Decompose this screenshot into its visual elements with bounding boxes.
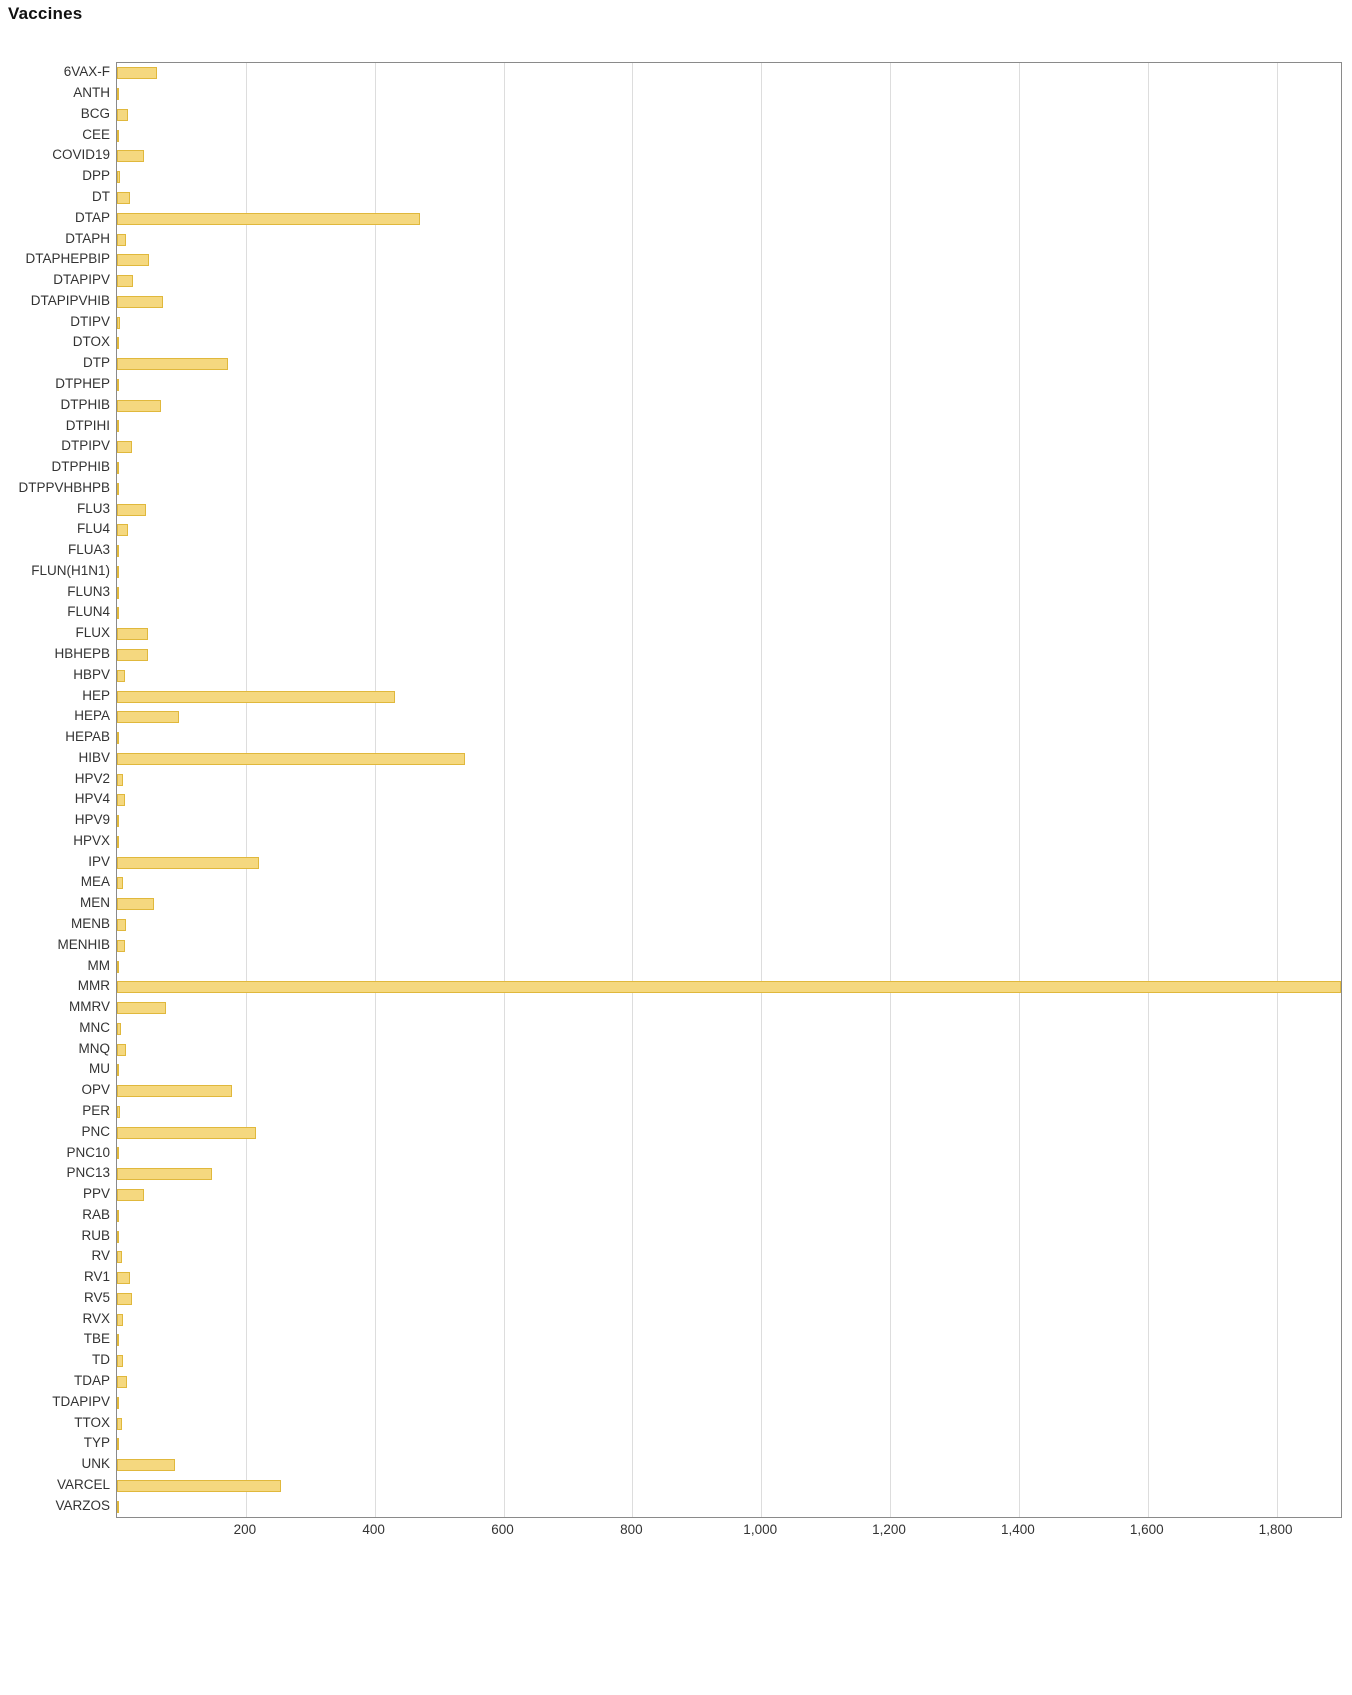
bar-row[interactable] (117, 229, 1341, 250)
bar[interactable] (117, 1293, 132, 1305)
y-tick-label: MNQ (78, 1040, 110, 1056)
bar[interactable] (117, 1168, 212, 1180)
y-tick-label: TDAP (73, 1372, 110, 1388)
y-tick-label: DTPPVHBHPB (18, 479, 110, 495)
y-tick-label: PNC13 (66, 1165, 110, 1181)
bar[interactable] (117, 1210, 119, 1222)
y-tick-label: TTOX (74, 1414, 110, 1430)
bar-row[interactable] (117, 603, 1341, 624)
y-tick-label: FLUN(H1N1) (31, 562, 110, 578)
bar[interactable] (117, 379, 119, 391)
y-tick-label: RVX (82, 1310, 110, 1326)
y-tick-label: PPV (82, 1186, 110, 1202)
bar[interactable] (117, 566, 119, 578)
bar-row[interactable] (117, 333, 1341, 354)
bar[interactable] (117, 504, 146, 516)
bar[interactable] (117, 234, 126, 246)
bar[interactable] (117, 732, 119, 744)
bar-row[interactable] (117, 499, 1341, 520)
bar[interactable] (117, 1334, 119, 1346)
bar-row[interactable] (117, 852, 1341, 873)
bar[interactable] (117, 1501, 119, 1513)
y-tick-label: FLU3 (76, 500, 110, 516)
y-axis-labels (0, 62, 110, 1518)
y-tick-label: FLU4 (76, 521, 110, 537)
bar-row[interactable] (117, 1226, 1341, 1247)
y-tick-label: DTAPHEPBIP (25, 251, 110, 267)
bar[interactable] (117, 337, 119, 349)
bar-row[interactable] (117, 707, 1341, 728)
bar-row[interactable] (117, 125, 1341, 146)
y-tick-label: MM (87, 957, 110, 973)
y-tick-label: DTPIPV (61, 438, 110, 454)
bar-row[interactable] (117, 645, 1341, 666)
bar-row[interactable] (117, 1475, 1341, 1496)
bar-row[interactable] (117, 1018, 1341, 1039)
bar-row[interactable] (117, 188, 1341, 209)
bar-row[interactable] (117, 790, 1341, 811)
bar-row[interactable] (117, 146, 1341, 167)
bar[interactable] (117, 1376, 127, 1388)
bar[interactable] (117, 88, 119, 100)
bar-row[interactable] (117, 894, 1341, 915)
x-tick-label: 1,800 (1258, 1522, 1293, 1537)
bar[interactable] (117, 836, 119, 848)
y-tick-label: MNC (79, 1019, 110, 1035)
bar[interactable] (117, 524, 128, 536)
bar-row[interactable] (117, 416, 1341, 437)
bar-row[interactable] (117, 1102, 1341, 1123)
y-tick-label: DTAPH (65, 230, 110, 246)
bar-row[interactable] (117, 1122, 1341, 1143)
y-tick-label: HBHEPB (54, 645, 110, 661)
y-tick-label: MU (89, 1061, 110, 1077)
bar[interactable] (117, 877, 123, 889)
bar-row[interactable] (117, 375, 1341, 396)
bar-row[interactable] (117, 1081, 1341, 1102)
bar[interactable] (117, 358, 228, 370)
y-tick-label: FLUN4 (67, 604, 110, 620)
x-tick-label: 800 (620, 1522, 643, 1537)
bar-row[interactable] (117, 935, 1341, 956)
page-title: Vaccines (8, 4, 83, 23)
bar-row[interactable] (117, 686, 1341, 707)
bar[interactable] (117, 1418, 122, 1430)
y-tick-label: TD (92, 1352, 110, 1368)
chart-plot-area (116, 62, 1342, 1518)
y-tick-label: TBE (83, 1331, 110, 1347)
bar[interactable] (117, 1085, 232, 1097)
bar[interactable] (117, 150, 144, 162)
bar[interactable] (117, 1459, 175, 1471)
bar[interactable] (117, 670, 125, 682)
bar-row[interactable] (117, 1330, 1341, 1351)
x-tick-label: 200 (233, 1522, 257, 1537)
bar-row[interactable] (117, 437, 1341, 458)
x-tick-label: 600 (491, 1522, 514, 1537)
y-tick-label: VARCEL (56, 1476, 110, 1492)
bar[interactable] (117, 1023, 121, 1035)
bar[interactable] (117, 794, 125, 806)
bar-row[interactable] (117, 1164, 1341, 1185)
y-tick-label: DT (92, 189, 110, 204)
bar-row[interactable] (117, 167, 1341, 188)
bar[interactable] (117, 275, 133, 287)
bar[interactable] (117, 815, 119, 827)
bar[interactable] (117, 1231, 119, 1243)
y-tick-label: PNC10 (66, 1144, 110, 1160)
bar-row[interactable] (117, 769, 1341, 790)
bar[interactable] (117, 1106, 120, 1118)
chart-plot-wrapper (116, 62, 1342, 1518)
y-tick-label: UNK (81, 1456, 110, 1472)
bar[interactable] (117, 919, 126, 931)
y-tick-label: DTAPIPV (53, 272, 110, 288)
bar[interactable] (117, 1002, 166, 1014)
bar[interactable] (117, 1314, 123, 1326)
bar-row[interactable] (117, 395, 1341, 416)
bar-row[interactable] (117, 250, 1341, 271)
y-tick-label: HBPV (73, 666, 110, 682)
y-tick-label: RV5 (83, 1289, 110, 1305)
y-tick-label: HPV4 (74, 791, 110, 807)
y-tick-label: PNC (81, 1123, 110, 1139)
bar-row[interactable] (117, 1039, 1341, 1060)
y-tick-label: DTPHIB (60, 396, 110, 412)
bar-row[interactable] (117, 1309, 1341, 1330)
bar-row[interactable] (117, 1392, 1341, 1413)
y-tick-label: DTOX (72, 334, 110, 350)
bar-row[interactable] (117, 63, 1341, 84)
bar-row[interactable] (117, 541, 1341, 562)
bar[interactable] (117, 774, 123, 786)
bar-row[interactable] (117, 1289, 1341, 1310)
bar-row[interactable] (117, 520, 1341, 541)
bar[interactable] (117, 130, 119, 142)
y-tick-label: FLUX (75, 625, 110, 641)
y-tick-label: MENHIB (57, 936, 110, 952)
bar[interactable] (117, 545, 119, 557)
x-tick-label: 1,600 (1129, 1522, 1164, 1537)
bar-row[interactable] (117, 458, 1341, 479)
y-tick-label: DTAP (74, 209, 110, 225)
bar[interactable] (117, 1147, 119, 1159)
bar[interactable] (117, 1127, 256, 1139)
bar[interactable] (117, 1355, 123, 1367)
y-tick-label: MMRV (68, 999, 110, 1015)
bar-row[interactable] (117, 1434, 1341, 1455)
bar-row[interactable] (117, 291, 1341, 312)
x-tick-label: 400 (362, 1522, 385, 1537)
y-tick-label: COVID19 (52, 147, 110, 163)
bar-row[interactable] (117, 84, 1341, 105)
bar-row[interactable] (117, 1143, 1341, 1164)
bar[interactable] (117, 441, 132, 453)
bar[interactable] (117, 317, 120, 329)
y-tick-label: MMR (77, 978, 110, 994)
bar-row[interactable] (117, 956, 1341, 977)
y-tick-label: MEA (80, 874, 110, 890)
bar[interactable] (117, 400, 161, 412)
y-tick-label: BCG (80, 105, 110, 121)
bar[interactable] (117, 254, 149, 266)
bar-row[interactable] (117, 312, 1341, 333)
bar[interactable] (117, 171, 120, 183)
bar[interactable] (117, 898, 154, 910)
bar-row[interactable] (117, 998, 1341, 1019)
bar[interactable] (117, 711, 179, 723)
bar[interactable] (117, 857, 259, 869)
bar-row[interactable] (117, 811, 1341, 832)
bar-row[interactable] (117, 478, 1341, 499)
y-tick-label: RAB (82, 1206, 110, 1222)
y-tick-label: RUB (81, 1227, 110, 1243)
bar[interactable] (117, 607, 119, 619)
bar[interactable] (117, 981, 1341, 993)
bar-row[interactable] (117, 354, 1341, 375)
y-tick-label: HPVX (73, 832, 110, 848)
bar[interactable] (117, 109, 128, 121)
bar-row[interactable] (117, 1247, 1341, 1268)
x-tick-label: 1,400 (1000, 1522, 1035, 1537)
bar-row[interactable] (117, 1268, 1341, 1289)
y-tick-label: OPV (81, 1082, 110, 1098)
y-tick-label: RV (91, 1248, 110, 1264)
bar-row[interactable] (117, 271, 1341, 292)
bar[interactable] (117, 940, 125, 952)
bar-row[interactable] (117, 105, 1341, 126)
y-tick-label: MEN (80, 895, 110, 911)
y-tick-label: DTAPIPVHIB (30, 292, 110, 308)
bar-row[interactable] (117, 582, 1341, 603)
y-tick-label: DTPHEP (55, 375, 110, 391)
bar-row[interactable] (117, 832, 1341, 853)
bar[interactable] (117, 1044, 126, 1056)
bar-row[interactable] (117, 1205, 1341, 1226)
y-tick-label: PER (82, 1102, 110, 1118)
y-tick-label: DTPIHI (65, 417, 110, 433)
bar[interactable] (117, 1251, 122, 1263)
bar-row[interactable] (117, 728, 1341, 749)
bar[interactable] (117, 691, 395, 703)
x-tick-label: 1,200 (872, 1522, 906, 1537)
y-tick-label: IPV (88, 853, 110, 869)
y-tick-label: HEP (82, 687, 110, 703)
bar-row[interactable] (117, 873, 1341, 894)
bar[interactable] (117, 587, 119, 599)
y-tick-label: TYP (83, 1435, 110, 1451)
bar-row[interactable] (117, 562, 1341, 583)
y-tick-label: TDAPIPV (52, 1393, 110, 1409)
bar-row[interactable] (117, 1413, 1341, 1434)
y-tick-label: CEE (82, 126, 110, 142)
y-tick-label: FLUN3 (67, 583, 110, 599)
bar[interactable] (117, 649, 148, 661)
bar[interactable] (117, 1189, 144, 1201)
y-tick-label: HEPAB (65, 729, 110, 745)
bar[interactable] (117, 961, 119, 973)
bar[interactable] (117, 483, 119, 495)
bar-row[interactable] (117, 208, 1341, 229)
bar[interactable] (117, 213, 420, 225)
bar[interactable] (117, 753, 465, 765)
y-tick-label: RV1 (83, 1269, 110, 1285)
bar[interactable] (117, 420, 119, 432)
bar[interactable] (117, 1438, 119, 1450)
y-tick-label: DPP (82, 168, 110, 184)
y-tick-label: HEPA (74, 708, 110, 724)
bar[interactable] (117, 1272, 130, 1284)
bar-row[interactable] (117, 1496, 1341, 1517)
bar-row[interactable] (117, 665, 1341, 686)
bar-row[interactable] (117, 1185, 1341, 1206)
y-tick-label: HIBV (78, 749, 110, 765)
bar[interactable] (117, 192, 130, 204)
bar-row[interactable] (117, 748, 1341, 769)
bar[interactable] (117, 1064, 119, 1076)
y-tick-label: ANTH (73, 85, 110, 101)
bar[interactable] (117, 67, 157, 79)
bar[interactable] (117, 462, 119, 474)
y-tick-label: FLUA3 (67, 542, 110, 558)
bar-row[interactable] (117, 624, 1341, 645)
y-tick-label: DTP (83, 355, 110, 371)
bar-row[interactable] (117, 915, 1341, 936)
y-tick-label: MENB (70, 916, 110, 931)
bar[interactable] (117, 1480, 281, 1492)
x-tick-label: 1,000 (743, 1522, 778, 1537)
bar-row[interactable] (117, 1060, 1341, 1081)
bar-row[interactable] (117, 1455, 1341, 1476)
bar-row[interactable] (117, 1372, 1341, 1393)
bar[interactable] (117, 1397, 119, 1409)
bar-row[interactable] (117, 1351, 1341, 1372)
bar-row[interactable] (117, 977, 1341, 998)
bar[interactable] (117, 296, 163, 308)
y-tick-label: DTPPHIB (51, 459, 110, 475)
y-tick-label: 6VAX-F (63, 64, 110, 80)
y-tick-label: HPV2 (74, 770, 110, 786)
y-tick-label: HPV9 (74, 812, 110, 828)
y-tick-label: VARZOS (55, 1497, 110, 1513)
bar[interactable] (117, 628, 148, 640)
x-axis-labels (116, 1522, 1342, 1544)
y-tick-label: DTIPV (70, 313, 110, 329)
